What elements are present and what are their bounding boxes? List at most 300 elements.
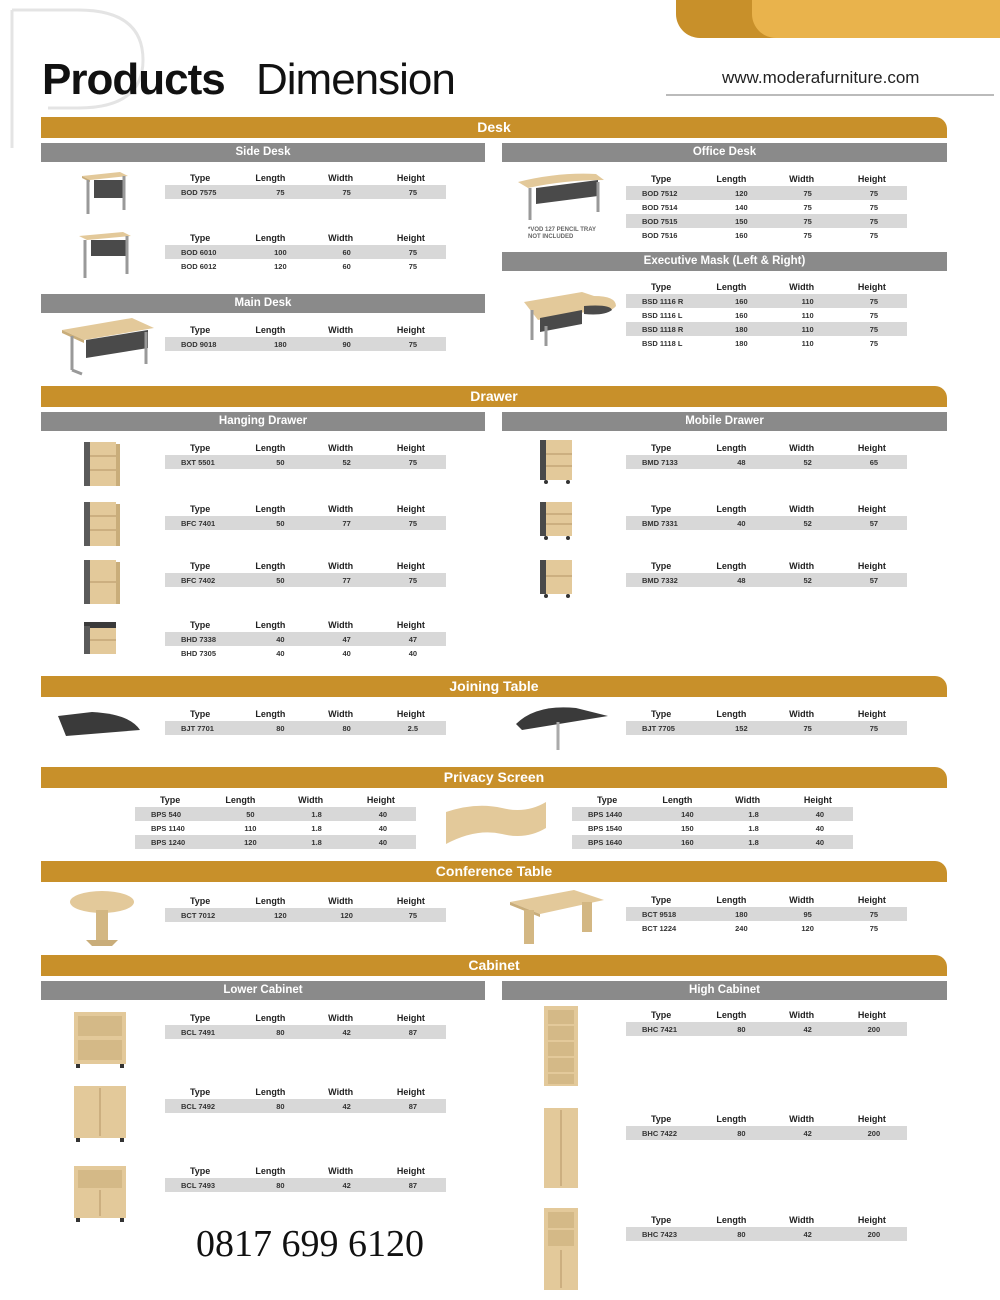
note-line-2: NOT INCLUDED [528,234,574,240]
column-header: Width [328,233,354,243]
joining-table-quarter-image [58,708,142,738]
length-cell: 50 [276,518,285,528]
width-cell: 52 [803,575,812,585]
column-header: Height [396,325,425,335]
width-cell: 110 [801,296,814,306]
subsection-side-desk: Side Desk [41,143,485,162]
table-row [135,835,416,849]
spec-table-executive-mask [626,280,907,350]
height-cell: 2.5 [407,723,419,733]
type-cell: BCL 7492 [181,1101,216,1111]
type-cell: BOD 7516 [642,230,678,240]
height-cell: 75 [408,187,418,197]
column-header: Width [789,174,815,184]
column-header: Length [255,325,286,335]
spec-table-privacy-2 [572,793,853,849]
spec-table-privacy-1 [135,793,416,849]
width-cell: 60 [342,261,351,271]
type-cell: BSD 1118 L [642,338,683,348]
subsection-hanging-drawer: Hanging Drawer [41,412,485,431]
width-cell: 75 [342,187,351,197]
section-cabinet: Cabinet [41,955,947,976]
table-row [165,516,446,530]
type-cell: BPS 1140 [151,823,185,833]
spec-header-row [626,441,907,455]
column-header: Type [650,561,672,571]
column-header: Length [255,504,286,514]
column-header: Length [716,1114,747,1124]
length-cell: 80 [737,1024,746,1034]
table-row [165,573,446,587]
table-row [626,907,907,921]
length-cell: 180 [274,339,287,349]
spec-header-row [626,559,907,573]
column-header: Height [396,561,425,571]
spec-header-row [165,559,446,573]
width-cell: 75 [803,188,812,198]
length-cell: 100 [274,247,287,257]
width-cell: 90 [342,339,351,349]
website-link[interactable]: www.moderafurniture.com [722,68,920,87]
table-row [165,646,446,660]
column-header: Type [189,896,211,906]
height-cell: 75 [408,247,418,257]
column-header: Width [328,1013,354,1023]
height-cell: 40 [408,648,418,658]
column-header: Length [716,1215,747,1225]
height-cell: 40 [378,837,388,847]
type-cell: BSD 1118 R [642,324,684,334]
height-cell: 75 [408,910,418,920]
column-header: Height [857,504,886,514]
column-header: Width [328,561,354,571]
spec-header-row [135,793,416,807]
table-row [626,186,907,200]
column-header: Width [328,325,354,335]
spec-header-row [572,793,853,807]
height-cell: 57 [869,575,879,585]
top-accent-bar-light [752,0,1000,38]
width-cell: 42 [342,1101,351,1111]
table-row [165,1178,446,1192]
column-header: Width [789,282,815,292]
column-header: Length [255,1166,286,1176]
type-cell: BHD 7338 [181,634,217,644]
column-header: Height [857,561,886,571]
width-cell: 1.8 [311,837,322,847]
table-row [626,228,907,242]
table-row [626,455,907,469]
spec-header-row [626,1112,907,1126]
column-header: Length [716,282,747,292]
column-header: Type [189,561,211,571]
office-desk-image [518,172,604,222]
height-cell: 75 [408,457,418,467]
section-conference-table: Conference Table [41,861,947,882]
column-header: Type [189,504,211,514]
column-header: Height [396,1013,425,1023]
column-header: Type [650,1114,672,1124]
type-cell: BSD 1116 L [642,310,683,320]
length-cell: 40 [276,648,285,658]
spec-header-row [165,618,446,632]
mobile-drawer-image-1 [540,438,576,484]
table-row [626,200,907,214]
table-row [165,455,446,469]
table-row [626,214,907,228]
column-header: Type [650,1215,672,1225]
column-header: Type [650,282,672,292]
length-cell: 75 [276,187,285,197]
height-cell: 75 [869,310,879,320]
type-cell: BMD 7331 [642,518,678,528]
table-row [165,259,446,273]
width-cell: 47 [342,634,351,644]
width-cell: 42 [342,1180,351,1190]
executive-desk-image [524,290,616,348]
note-line-1: *VOD 127 PENCIL TRAY [528,227,597,233]
hanging-drawer-image-1 [84,440,120,488]
height-cell: 87 [408,1180,418,1190]
section-desk: Desk [41,117,947,138]
spec-header-row [626,502,907,516]
type-cell: BPS 1440 [588,809,623,819]
type-cell: BCT 1224 [642,923,677,933]
width-cell: 75 [803,230,812,240]
lower-cabinet-open-image [72,1008,130,1068]
spec-table-hanging-drawer-3 [165,559,446,587]
length-cell: 40 [737,518,746,528]
height-cell: 87 [408,1027,418,1037]
column-header: Height [396,173,425,183]
hanging-drawer-image-3 [84,558,120,606]
table-row [626,1126,907,1140]
column-header: Length [255,709,286,719]
spec-header-row [165,707,446,721]
column-header: Width [735,795,761,805]
column-header: Width [789,1114,815,1124]
page-title-bold: Products [42,55,225,104]
length-cell: 80 [276,1101,285,1111]
type-cell: BOD 7514 [642,202,678,212]
length-cell: 50 [276,575,285,585]
width-cell: 1.8 [748,837,759,847]
hanging-drawer-image-2 [84,500,120,548]
column-header: Type [650,1010,672,1020]
column-header: Width [789,561,815,571]
column-header: Length [255,443,286,453]
height-cell: 200 [867,1024,881,1034]
type-cell: BFC 7402 [181,575,216,585]
spec-table-high-cabinet-3 [626,1213,907,1241]
section-privacy-screen: Privacy Screen [41,767,947,788]
column-header: Height [857,1114,886,1124]
column-header: Length [225,795,256,805]
side-desk-image [82,170,128,216]
width-cell: 75 [803,216,812,226]
column-header: Width [789,443,815,453]
section-joining-table: Joining Table [41,676,947,697]
width-cell: 110 [801,324,814,334]
width-cell: 42 [803,1229,812,1239]
type-cell: BCT 9518 [642,909,677,919]
table-row [165,185,446,199]
column-header: Length [255,173,286,183]
length-cell: 120 [735,188,748,198]
column-header: Height [857,443,886,453]
height-cell: 87 [408,1101,418,1111]
page-title-light: Dimension [256,55,455,104]
high-cabinet-door-image [542,1106,582,1190]
length-cell: 40 [276,634,285,644]
length-cell: 160 [681,837,694,847]
subsection-executive-mask: Executive Mask (Left & Right) [502,252,947,271]
length-cell: 160 [735,310,748,320]
height-cell: 200 [867,1128,881,1138]
column-header: Type [650,709,672,719]
width-cell: 52 [803,457,812,467]
high-cabinet-open-image [542,1004,582,1088]
spec-header-row [165,1085,446,1099]
type-cell: BMD 7332 [642,575,678,585]
length-cell: 50 [246,809,255,819]
width-cell: 77 [342,575,351,585]
high-cabinet-half-door-image [542,1206,582,1292]
table-row [626,294,907,308]
column-header: Length [255,561,286,571]
height-cell: 40 [378,823,388,833]
column-header: Width [789,1215,815,1225]
height-cell: 75 [869,723,879,733]
spec-table-conference-1 [165,894,446,922]
spec-header-row [165,502,446,516]
length-cell: 80 [737,1128,746,1138]
column-header: Width [328,896,354,906]
column-header: Height [857,282,886,292]
width-cell: 80 [342,723,351,733]
column-header: Type [650,504,672,514]
length-cell: 180 [735,909,748,919]
table-row [572,807,853,821]
width-cell: 95 [803,909,812,919]
height-cell: 40 [378,809,388,819]
height-cell: 200 [867,1229,881,1239]
height-cell: 40 [815,823,825,833]
table-row [572,835,853,849]
column-header: Width [328,620,354,630]
table-row [135,807,416,821]
column-header: Type [189,1013,211,1023]
column-header: Height [396,709,425,719]
spec-table-high-cabinet-2 [626,1112,907,1140]
spec-table-joining-1 [165,707,446,735]
column-header: Height [396,896,425,906]
width-cell: 110 [801,338,814,348]
width-cell: 75 [803,723,812,733]
spec-table-main-desk [165,323,446,351]
mobile-drawer-image-2 [540,500,576,540]
column-header: Type [189,325,211,335]
spec-table-joining-2 [626,707,907,735]
spec-table-office-desk [626,172,907,242]
spec-header-row [165,323,446,337]
height-cell: 75 [869,909,879,919]
length-cell: 120 [274,910,287,920]
table-row [165,337,446,351]
spec-header-row [165,1011,446,1025]
main-desk-image [62,318,154,374]
height-cell: 75 [408,339,418,349]
length-cell: 80 [276,723,285,733]
mobile-drawer-image-3 [540,558,576,598]
width-cell: 120 [340,910,353,920]
type-cell: BCT 7012 [181,910,216,920]
height-cell: 75 [869,338,879,348]
length-cell: 160 [735,296,748,306]
spec-header-row [626,1008,907,1022]
spec-table-hanging-drawer-2 [165,502,446,530]
length-cell: 240 [735,923,748,933]
type-cell: BHC 7423 [642,1229,678,1239]
column-header: Width [789,709,815,719]
length-cell: 120 [274,261,287,271]
table-row [572,821,853,835]
height-cell: 75 [869,216,879,226]
column-header: Type [650,443,672,453]
subsection-high-cabinet: High Cabinet [502,981,947,1000]
width-cell: 1.8 [311,823,322,833]
length-cell: 180 [735,324,748,334]
spec-header-row [626,1213,907,1227]
column-header: Type [189,1166,211,1176]
table-row [165,245,446,259]
type-cell: BPS 1540 [588,823,623,833]
length-cell: 80 [737,1229,746,1239]
height-cell: 57 [869,518,879,528]
column-header: Height [396,1166,425,1176]
spec-header-row [165,894,446,908]
column-header: Type [189,173,211,183]
length-cell: 152 [735,723,748,733]
column-header: Height [396,443,425,453]
column-header: Length [255,1087,286,1097]
column-header: Height [857,895,886,905]
column-header: Width [328,443,354,453]
length-cell: 48 [737,575,746,585]
type-cell: BPS 540 [151,809,182,819]
type-cell: BFC 7401 [181,518,216,528]
height-cell: 75 [869,188,879,198]
spec-header-row [626,172,907,186]
column-header: Type [189,709,211,719]
length-cell: 80 [276,1027,285,1037]
spec-table-mobile-drawer-1 [626,441,907,469]
table-row [165,1025,446,1039]
spec-header-row [165,231,446,245]
column-header: Type [650,895,672,905]
spec-table-lower-cabinet-1 [165,1011,446,1039]
length-cell: 180 [735,338,748,348]
phone-number[interactable]: 0817 699 6120 [196,1223,424,1265]
subsection-lower-cabinet: Lower Cabinet [41,981,485,1000]
length-cell: 140 [735,202,748,212]
type-cell: BOD 9018 [181,339,217,349]
column-header: Length [255,1013,286,1023]
height-cell: 75 [869,923,879,933]
type-cell: BOD 7512 [642,188,678,198]
column-header: Width [328,504,354,514]
spec-table-mobile-drawer-3 [626,559,907,587]
width-cell: 77 [342,518,351,528]
column-header: Type [650,174,672,184]
column-header: Length [716,504,747,514]
subsection-office-desk: Office Desk [502,143,947,162]
type-cell: BPS 1240 [151,837,186,847]
column-header: Length [716,443,747,453]
width-cell: 1.8 [311,809,322,819]
table-row [165,721,446,735]
column-header: Type [189,620,211,630]
column-header: Height [857,709,886,719]
hanging-drawer-image-4 [84,620,120,656]
type-cell: BMD 7133 [642,457,678,467]
length-cell: 50 [276,457,285,467]
height-cell: 40 [815,837,825,847]
column-header: Length [255,896,286,906]
table-row [626,721,907,735]
length-cell: 120 [244,837,257,847]
type-cell: BHC 7422 [642,1128,678,1138]
column-header: Height [396,620,425,630]
spec-header-row [165,171,446,185]
subsection-main-desk: Main Desk [41,294,485,313]
type-cell: BJT 7701 [181,723,214,733]
table-row [165,908,446,922]
spec-header-row [626,280,907,294]
length-cell: 160 [735,230,748,240]
spec-table-hanging-drawer-4 [165,618,446,660]
type-cell: BHD 7305 [181,648,217,658]
column-header: Length [716,1010,747,1020]
rectangular-conference-table-image [510,888,606,946]
spec-table-side-desk-2 [165,231,446,273]
table-row [626,1022,907,1036]
column-header: Height [857,1215,886,1225]
spec-header-row [626,707,907,721]
column-header: Length [716,895,747,905]
section-drawer: Drawer [41,386,947,407]
length-cell: 150 [681,823,694,833]
width-cell: 42 [803,1024,812,1034]
column-header: Width [328,1087,354,1097]
type-cell: BOD 6010 [181,247,217,257]
type-cell: BOD 6012 [181,261,217,271]
width-cell: 1.8 [748,809,759,819]
column-header: Width [328,709,354,719]
height-cell: 75 [869,324,879,334]
spec-table-side-desk-1 [165,171,446,199]
column-header: Height [857,174,886,184]
spec-table-high-cabinet-1 [626,1008,907,1036]
width-cell: 110 [801,310,814,320]
privacy-screen-image [446,798,546,846]
height-cell: 47 [408,634,418,644]
column-header: Type [189,233,211,243]
width-cell: 52 [342,457,351,467]
type-cell: BXT 5501 [181,457,215,467]
spec-header-row [165,441,446,455]
column-header: Type [189,1087,211,1097]
